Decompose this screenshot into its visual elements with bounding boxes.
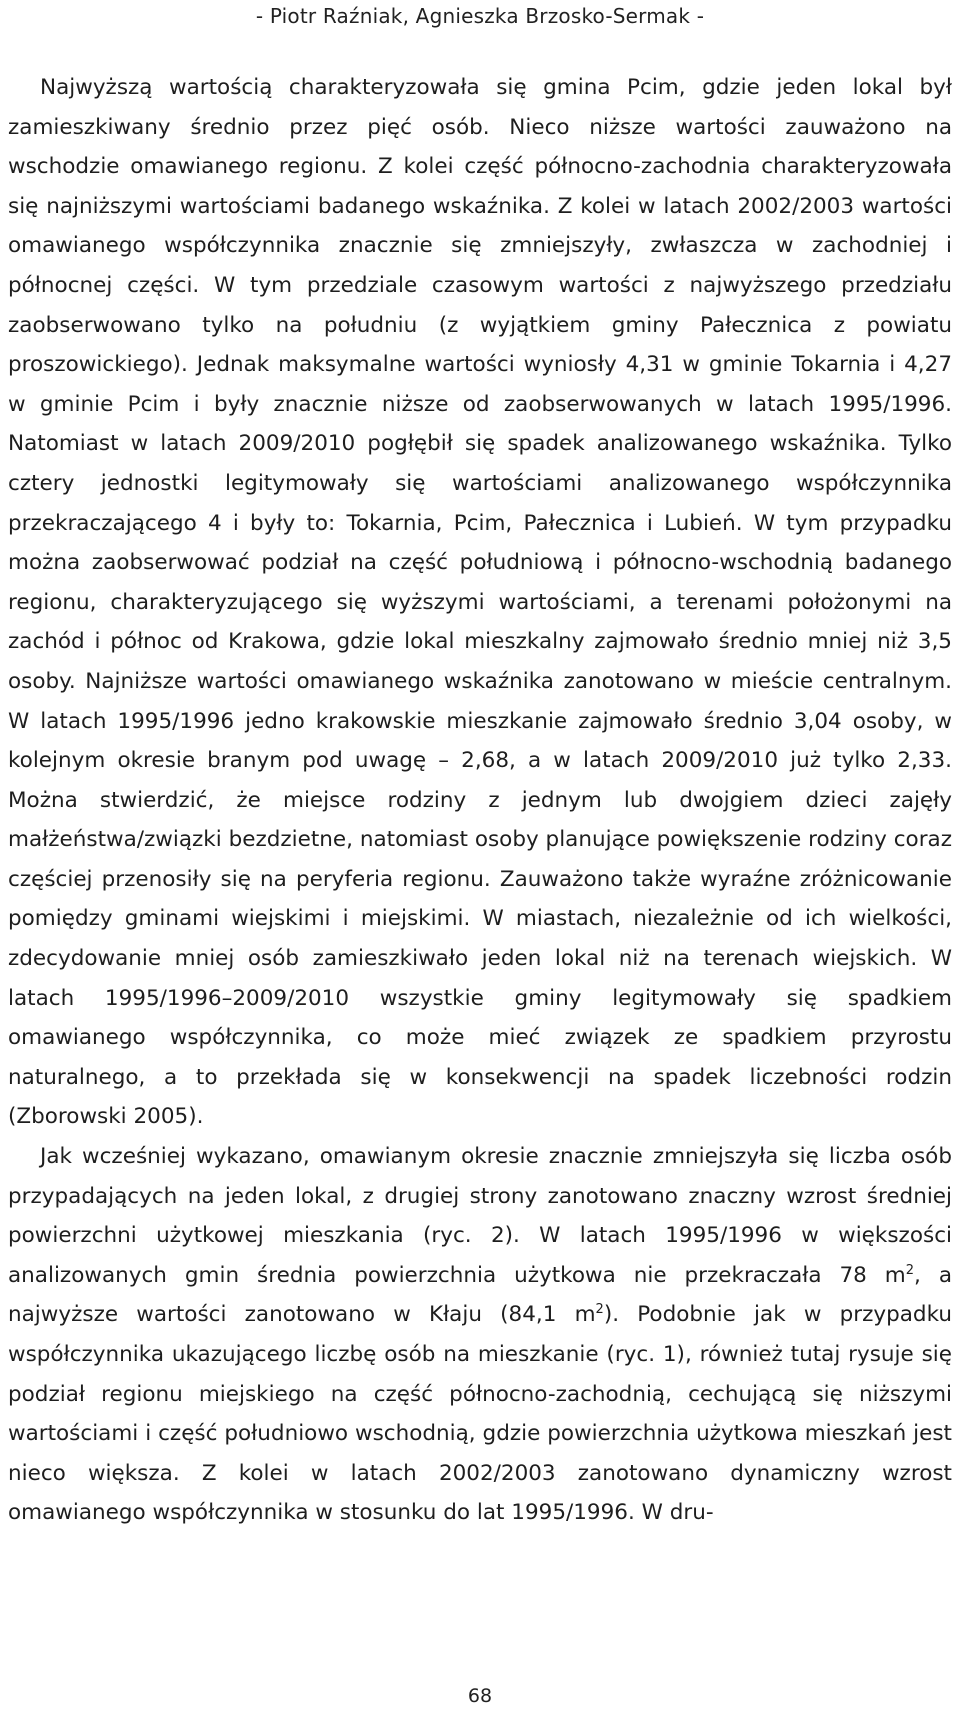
paragraph-2-part-a: Jak wcześniej wykazano, omawianym okresie znacznie zmniejszyła się liczba osób przypadających na jeden lokal, z drugiej strony zanotowano znaczny wzrost średniej powierzchni użytkowej mieszkania (ryc. 2). W latach 1995/1996 w większości analizowanych gmin średnia powierzchnia użytkowa nie przekraczała 78 m <box>8 1144 952 1288</box>
paragraph-2-part-c: ). Podobnie jak w przypadku współczynnika ukazującego liczbę osób na mieszkanie (ryc. 1), również tutaj rysuje się podział regionu miejskiego na część północno-zachodnią, cechującą się niższymi wartościami i część południowo wschodnią, gdzie powierzchnia użytkowa mieszkań jest nieco większa. Z kolei w latach 2002/2003 zanotowano dynamiczny wzrost omawianego współczynnika w stosunku do lat 1995/1996. W dru- <box>8 1302 952 1526</box>
paragraph-2-part-b: , a najwyższe wartości zanotowano w Kłaju (84,1 m <box>8 1262 952 1328</box>
article-body <box>8 68 952 1533</box>
superscript-square-1: 2 <box>905 1262 915 1278</box>
paragraph-2 <box>8 1137 952 1533</box>
paragraph-1: Najwyższą wartością charakteryzowała się gmina Pcim, gdzie jeden lokal był zamieszkiwany średnio przez pięć osób. Nieco niższe wartości zauważono na wschodzie omawianego regionu. Z kolei część północno-zachodnia charakteryzowała się najniższymi wartościami badanego wskaźnika. Z kolei w latach 2002/2003 wartości omawianego współczynnika znacznie się zmniejszyły, zwłaszcza w zachodniej i północnej części. W tym przedziale czasowym wartości z najwyższego przedziału zaobserwowano tylko na południu (z wyjątkiem gminy Pałecznica z powiatu proszowickiego). Jednak maksymalne wartości wyniosły 4,31 w gminie Tokarnia i 4,27 w gminie Pcim i były znacznie niższe od zaobserwowanych w latach 1995/1996. Natomiast w latach 2009/2010 pogłębił się spadek analizowanego wskaźnika. Tylko cztery jednostki legitymowały się wartościami analizowanego współczynnika przekraczającego 4 i były to: Tokarnia, Pcim, Pałecznica i Lubień. W tym przypadku można zaobserwować podział na część południową i północno-wschodnią badanego regionu, charakteryzującego się wyższymi wartościami, a terenami położonymi na zachód i północ od Krakowa, gdzie lokal mieszkalny zajmowało średnio mniej niż 3,5 osoby. Najniższe wartości omawianego wskaźnika zanotowano w mieście centralnym. W latach 1995/1996 jedno krakowskie mieszkanie zajmowało średnio 3,04 osoby, w kolejnym okresie branym pod uwagę – 2,68, a w latach 2009/2010 już tylko 2,33. Można stwierdzić, że miejsce rodziny z jednym lub dwojgiem dzieci zajęły małżeństwa/związki bezdzietne, natomiast osoby planujące powiększenie rodziny coraz częściej przenosiły się na peryferia regionu. Zauważono także wyraźne zróżnicowanie pomiędzy gminami wiejskimi i miejskimi. W miastach, niezależnie od ich wielkości, zdecydowanie mniej osób zamieszkiwało jeden lokal niż na terenach wiejskich. W latach 1995/1996–2009/2010 wszystkie gminy legitymowały się spadkiem omawianego współczynnika, co może mieć związek ze spadkiem przyrostu naturalnego, a to przekłada się w konsekwencji na spadek liczebności rodzin (Zborowski 2005). <box>8 75 952 1130</box>
page-number: 68 <box>467 1685 493 1707</box>
running-header: - Piotr Raźniak, Agnieszka Brzosko-Sermak - <box>255 4 705 28</box>
superscript-square-2: 2 <box>595 1302 604 1318</box>
